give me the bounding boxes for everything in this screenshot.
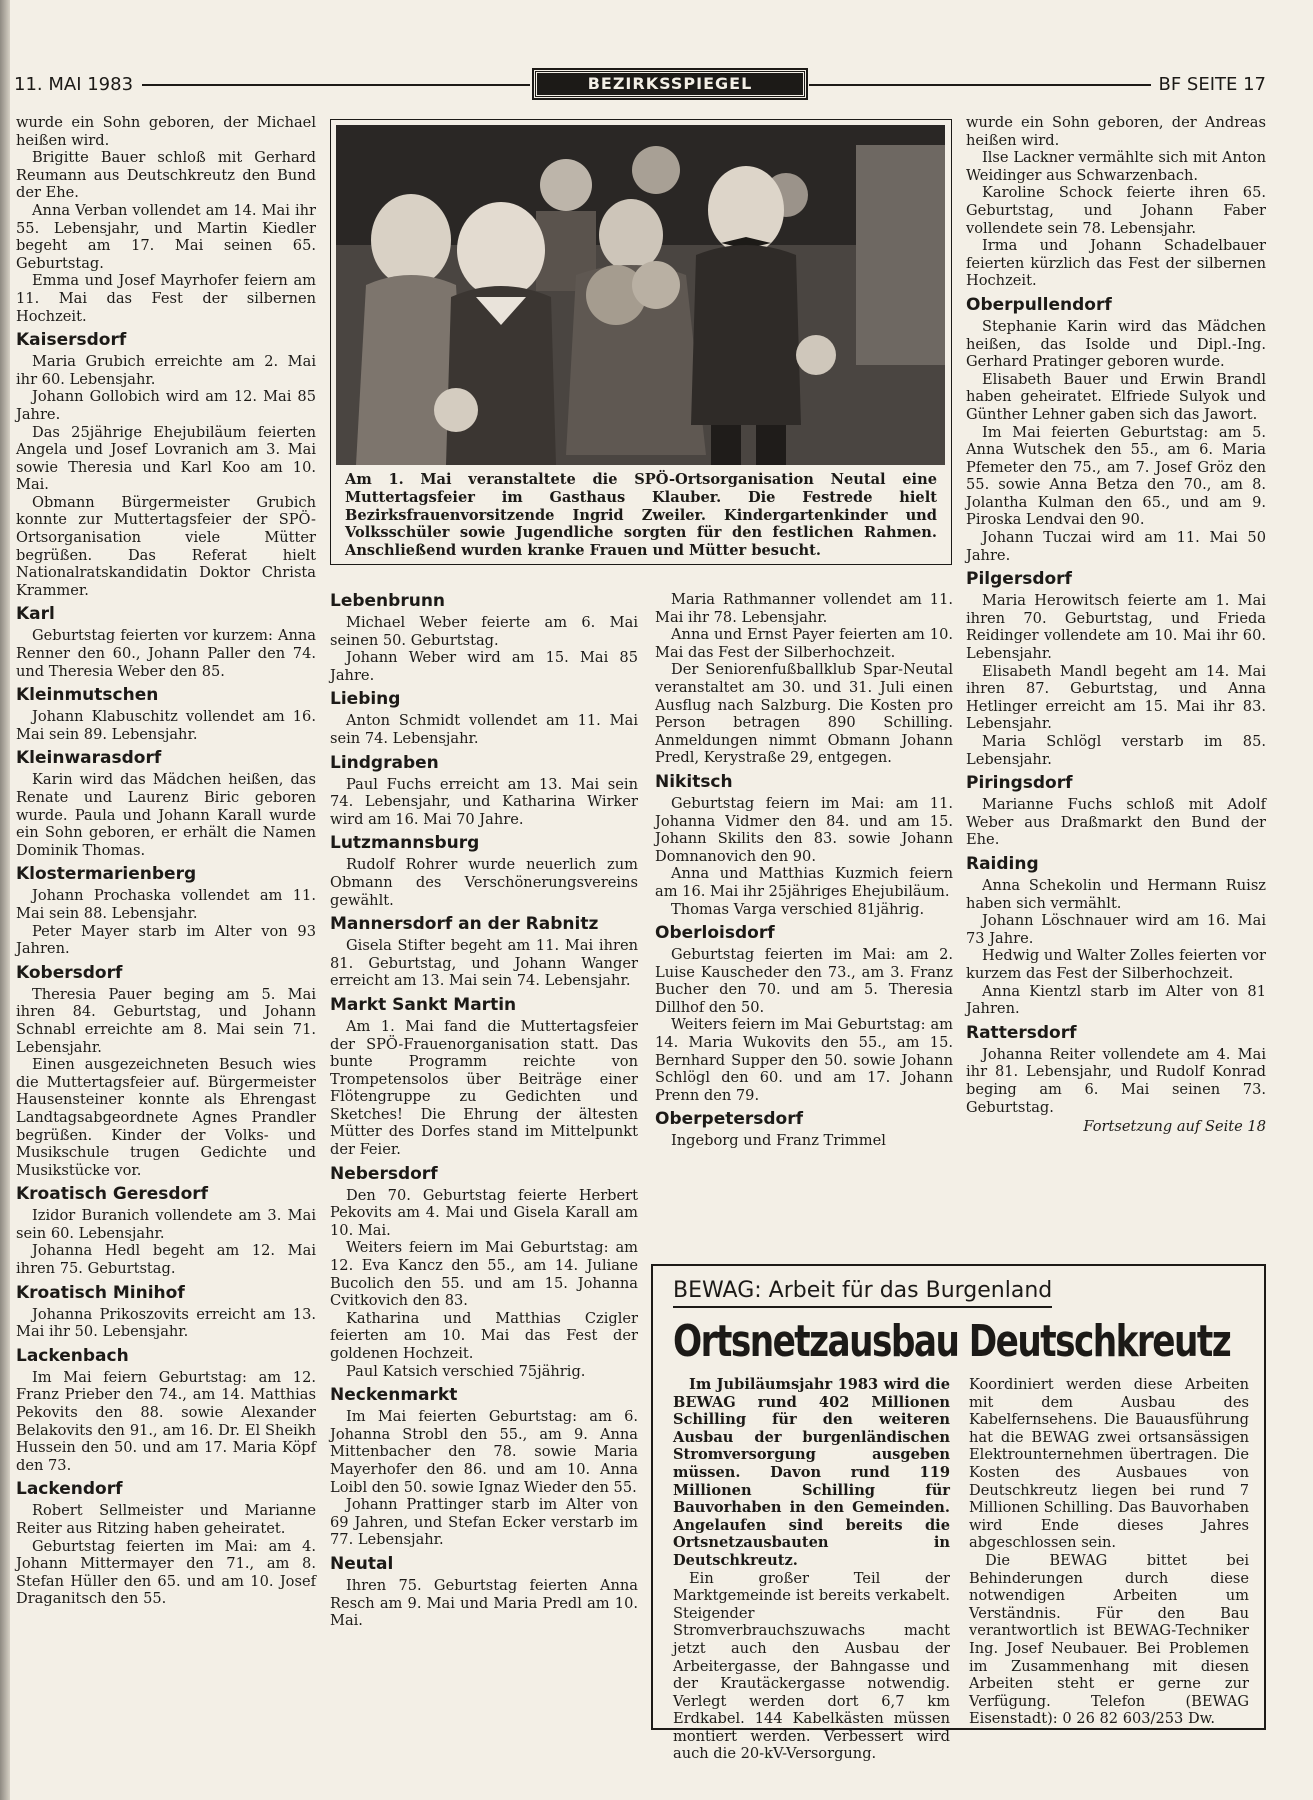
paragraph: Johann Löschnauer wird am 16. Mai 73 Jahre. (966, 912, 1266, 947)
page-number: BF SEITE 17 (1158, 74, 1266, 95)
paragraph: Ilse Lackner vermählte sich mit Anton Weidinger aus Schwarzenbach. (966, 149, 1266, 184)
paragraph: Obmann Bürgermeister Grubich konnte zur Muttertagsfeier der SPÖ-Ortsorganisation viele Mütter begrüßen. Das Referat hielt Nationalratskandidatin Doktor Christa Krammer. (16, 493, 316, 599)
town-heading-nikitsch: Nikitsch (655, 771, 733, 792)
issue-date: 11. MAI 1983 (14, 74, 134, 95)
paragraph: Geburtstag feierten im Mai: am 2. Luise Kauscheder den 73., am 3. Franz Bucher den 70. und am 5. Theresia Dillhof den 50. (655, 946, 953, 1016)
town-heading-oberpetersdorf: Oberpetersdorf (655, 1109, 804, 1130)
town-heading-oberpullendorf: Oberpullendorf (966, 294, 1112, 315)
paragraph: Den 70. Geburtstag feierte Herbert Pekovits am 4. Mai und Gisela Karall am 10. Mai. (330, 1186, 638, 1239)
paragraph: Marianne Fuchs schloß mit Adolf Weber aus Draßmarkt den Bund der Ehe. (966, 796, 1266, 849)
column-2 (330, 591, 638, 1630)
paragraph: Izidor Buranich vollendete am 3. Mai sein 60. Lebensjahr. (16, 1207, 316, 1242)
continued-note: Fortsetzung auf Seite 18 (1083, 1118, 1266, 1136)
paragraph: Elisabeth Bauer und Erwin Brandl haben geheiratet. Elfriede Sulyok und Günther Lehner gaben sich das Jawort. (966, 370, 1266, 423)
paragraph: Theresia Pauer beging am 5. Mai ihren 84. Geburtstag, und Johann Schnabl erreichte am 8. Mai sein 71. Lebensjahr. (16, 985, 316, 1056)
paragraph: Am 1. Mai fand die Muttertagsfeier der SPÖ-Frauenorganisation statt. Das bunte Programm reichte von Trompetensolos über Beiträge einer Flötengruppe zu Gedichten und Sketches! Die Ehrung der ältesten Mütter des Dorfes stand im Mittelpunkt der Feier. (330, 1017, 638, 1159)
paragraph: Ingeborg und Franz Trimmel (671, 1132, 886, 1150)
paragraph: Johann Prattinger starb im Alter von 69 Jahren, und Stefan Ecker verstarb im 77. Lebensjahr. (330, 1496, 638, 1549)
paragraph: Geburtstag feierten vor kurzem: Anna Renner den 60., Johann Paller den 74. und Theresia Weber den 85. (16, 627, 316, 680)
column-3 (655, 591, 953, 1150)
column-1 (16, 114, 316, 1608)
paragraph: Karin wird das Mädchen heißen, das Renate und Laurenz Biric geboren wurde. Paula und Johann Karall wurde ein Sohn geboren, er erhält die Namen Dominik Thomas. (16, 771, 316, 859)
paragraph: Gisela Stifter begeht am 11. Mai ihren 81. Geburtstag, und Johann Wanger erreicht am 13. Mai sein 74. Lebensjahr. (330, 937, 638, 990)
section-banner: BEZIRKSSPIEGEL (534, 70, 806, 98)
town-heading-markt-sankt-martin: Markt Sankt Martin (330, 994, 517, 1015)
paragraph: Hedwig und Walter Zolles feierten vor kurzem das Fest der Silberhochzeit. (966, 947, 1266, 982)
town-heading-rattersdorf: Rattersdorf (966, 1022, 1077, 1043)
paragraph: Geburtstag feiern im Mai: am 11. Johanna Vidmer den 84. und am 15. Johann Skilits den 83. sowie Johann Domnanovich den 90. (655, 794, 953, 865)
town-heading-kleinwarasdorf: Kleinwarasdorf (16, 748, 162, 769)
town-heading-liebing: Liebing (330, 689, 401, 710)
column-4 (966, 114, 1266, 1136)
town-heading-karl: Karl (16, 604, 55, 625)
paragraph: Maria Schlögl verstarb im 85. Lebensjahr. (966, 733, 1266, 768)
paragraph: Anna und Matthias Kuzmich feiern am 16. Mai ihr 25jähriges Ehejubiläum. (655, 865, 953, 900)
paragraph: Maria Grubich erreichte am 2. Mai ihr 60. Lebensjahr. (16, 353, 316, 388)
paragraph: wurde ein Sohn geboren, der Andreas heißen wird. (966, 114, 1266, 149)
town-heading-lutzmannsburg: Lutzmannsburg (330, 833, 480, 854)
paragraph: Ein großer Teil der Marktgemeinde ist bereits verkabelt. Steigender Stromverbrauchszuwachs macht jetzt auch den Ausbau der Arbeitergasse, der Bahngasse und der Krautäckergasse notwendig. Verlegt werden dort 6,7 km Erdkabel. 144 Kabelkästen müssen montiert werden. Verbessert wird auch die 20-kV-Versorgung. (673, 1569, 950, 1763)
paragraph: Johann Gollobich wird am 12. Mai 85 Jahre. (16, 388, 316, 423)
paragraph: Robert Sellmeister und Marianne Reiter aus Ritzing haben geheiratet. (16, 1502, 316, 1537)
paragraph: Elisabeth Mandl begeht am 14. Mai ihren 87. Geburtstag, und Anna Hetlinger erreicht am 15. Mai ihr 83. Lebensjahr. (966, 662, 1266, 733)
town-heading-klostermarienberg: Klostermarienberg (16, 864, 197, 885)
paragraph: Anna und Ernst Payer feierten am 10. Mai das Fest der Silberhochzeit. (655, 626, 953, 661)
paragraph: Johann Prochaska vollendet am 11. Mai sein 88. Lebensjahr. (16, 887, 316, 922)
town-heading-oberloisdorf: Oberloisdorf (655, 923, 775, 944)
paragraph: Rudolf Rohrer wurde neuerlich zum Obmann des Verschönerungsvereins gewählt. (330, 856, 638, 909)
header-rule-left (142, 84, 530, 86)
paragraph: Brigitte Bauer schloß mit Gerhard Reumann aus Deutschkreutz den Bund der Ehe. (16, 149, 316, 202)
paragraph: Emma und Josef Mayrhofer feiern am 11. Mai das Fest der silbernen Hochzeit. (16, 272, 316, 325)
page-spine-shadow (0, 0, 10, 1800)
paragraph: Johanna Hedl begeht am 12. Mai ihren 75. Geburtstag. (16, 1242, 316, 1278)
town-heading-pilgersdorf: Pilgersdorf (966, 569, 1072, 590)
paragraph: Maria Rathmanner vollendet am 11. Mai ihr 78. Lebensjahr. (655, 591, 953, 626)
paragraph: Im Mai feiern Geburtstag: am 12. Franz Prieber den 74., am 14. Matthias Pekovits den 88. sowie Alexander Belakovits den 91., am 16. Dr. El Sheikh Hussein den 50. und am 17. Maria Köpf den 73. (16, 1368, 316, 1474)
page-header (14, 70, 1266, 102)
photo-box (330, 119, 952, 565)
paragraph: Maria Herowitsch feierte am 1. Mai ihren 70. Geburtstag, und Frieda Reidinger vollendete am 10. Mai ihr 60. Lebensjahr. (966, 592, 1266, 663)
town-heading-raiding: Raiding (966, 853, 1039, 874)
paragraph: Geburtstag feierten im Mai: am 4. Johann Mittermayer den 71., am 8. Stefan Hüller den 65. und am 10. Josef Draganitsch den 55. (16, 1537, 316, 1608)
paragraph: Johann Weber wird am 15. Mai 85 Jahre. (330, 649, 638, 684)
paragraph: Johann Klabuschitz vollendet am 16. Mai sein 89. Lebensjahr. (16, 708, 316, 743)
paragraph: Michael Weber feierte am 6. Mai seinen 50. Geburtstag. (330, 614, 638, 649)
paragraph: Katharina und Matthias Czigler feierten am 10. Mai das Fest der goldenen Hochzeit. (330, 1309, 638, 1362)
town-heading-piringsdorf: Piringsdorf (966, 773, 1073, 794)
paragraph: Paul Katsich verschied 75jährig. (346, 1362, 586, 1380)
town-heading-kobersdorf: Kobersdorf (16, 962, 123, 983)
town-heading-nebersdorf: Nebersdorf (330, 1163, 438, 1184)
paragraph: Der Seniorenfußballklub Spar-Neutal veranstaltet am 30. und 31. Juli einen Ausflug nach Salzburg. Die Kosten pro Person betragen 890 Schilling. Anmeldungen nimmt Obmann Johann Predl, Kerystraße 29, entgegen. (655, 661, 953, 767)
town-heading-lackendorf: Lackendorf (16, 1479, 123, 1500)
paragraph: Koordiniert werden diese Arbeiten mit dem Ausbau des Kabelfernsehens. Die Bauausführung hat die BEWAG zwei ortsansässigen Elektrounternehmen übertragen. Die Kosten des Ausbaues von Deutschkreutz liegen bei rund 7 Millionen Schilling. Das Bauvorhaben wird Ende dieses Jahres abgeschlossen sein. (969, 1376, 1249, 1552)
bewag-column-2 (969, 1376, 1249, 1728)
paragraph: Ihren 75. Geburtstag feierten Anna Resch am 9. Mai und Maria Predl am 10. Mai. (330, 1576, 638, 1630)
paragraph: Johanna Reiter vollendete am 4. Mai ihr 81. Lebensjahr, und Rudolf Konrad beging am 6. Mai seinen 73. Geburtstag. (966, 1045, 1266, 1116)
paragraph: Anton Schmidt vollendet am 11. Mai sein 74. Lebensjahr. (330, 712, 638, 747)
town-heading-neutal: Neutal (330, 1553, 394, 1574)
photo-illustration (336, 125, 945, 465)
paragraph: Peter Mayer starb im Alter von 93 Jahren. (16, 922, 316, 958)
paragraph: Im Mai feierten Geburtstag: am 6. Johanna Strobl den 55., am 9. Anna Mittenbacher den 78. sowie Maria Mayerhofer den 86. und am 10. Anna Loibl den 50. sowie Ignaz Wieder den 55. (330, 1408, 638, 1496)
town-heading-neckenmarkt: Neckenmarkt (330, 1385, 458, 1406)
paragraph: Die BEWAG bittet bei Behinderungen durch diese notwendigen Arbeiten um Verständnis. Für den Bau verantwortlich ist BEWAG-Techniker Ing. Josef Neubauer. Bei Problemen im Zusammenhang mit diesen Arbeiten steht er gerne zur Verfügung. Telefon (BEWAG Eisenstadt): 0 26 82 603/253 Dw. (969, 1551, 1249, 1728)
photo-caption: Am 1. Mai veranstaltete die SPÖ-Ortsorganisation Neutal eine Muttertagsfeier im Gasthaus Klauber. Die Festrede hielt Bezirksfrauenvorsitzende Ingrid Zweiler. Kindergartenkinder und Volksschüler sowie Jugendliche sorgten für den festlichen Rahmen. Anschließend wurden kranke Frauen und Mütter besucht. (345, 471, 937, 560)
bewag-advert-box (651, 1264, 1266, 1763)
bewag-headline: Ortsnetzausbau Deutschkreutz (673, 1316, 1231, 1367)
header-rule-right (809, 84, 1151, 86)
paragraph: Anna Kientzl starb im Alter von 81 Jahren. (966, 982, 1266, 1018)
town-heading-mannersdorf: Mannersdorf an der Rabnitz (330, 914, 599, 935)
town-heading-kroatisch-geresdorf: Kroatisch Geresdorf (16, 1184, 209, 1205)
paragraph: Weiters feiern im Mai Geburtstag: am 14. Maria Wukovits den 55., am 15. Bernhard Supper den 50. sowie Johann Schlögl den 60. und am 17. Johann Prenn den 79. (655, 1016, 953, 1104)
town-heading-lackenbach: Lackenbach (16, 1345, 129, 1366)
paragraph: Das 25jährige Ehejubiläum feierten Angela und Josef Lovranich am 3. Mai sowie Theresia und Karl Koo am 10. Mai. (16, 423, 316, 494)
paragraph: wurde ein Sohn geboren, der Michael heißen wird. (16, 114, 316, 149)
town-heading-kroatisch-minihof: Kroatisch Minihof (16, 1282, 185, 1303)
town-heading-lebenbrunn: Lebenbrunn (330, 591, 446, 611)
children-photo (336, 125, 945, 465)
paragraph: Anna Verban vollendet am 14. Mai ihr 55. Lebensjahr, und Martin Kiedler begeht am 17. Mai seinen 65. Geburtstag. (16, 201, 316, 272)
bewag-kicker: BEWAG: Arbeit für das Burgenland (673, 1278, 1052, 1308)
paragraph: Johanna Prikoszovits erreicht am 13. Mai ihr 50. Lebensjahr. (16, 1305, 316, 1341)
bewag-column-1 (673, 1376, 950, 1763)
paragraph: Irma und Johann Schadelbauer feierten kürzlich das Fest der silbernen Hochzeit. (966, 237, 1266, 290)
paragraph: Stephanie Karin wird das Mädchen heißen, das Isolde und Dipl.-Ing. Gerhard Pratinger geboren wurde. (966, 317, 1266, 371)
paragraph: Anna Schekolin und Hermann Ruisz haben sich vermählt. (966, 876, 1266, 912)
paragraph: Karoline Schock feierte ihren 65. Geburtstag, und Johann Faber vollendete sein 78. Lebensjahr. (966, 184, 1266, 237)
town-heading-kleinmutschen: Kleinmutschen (16, 685, 159, 706)
paragraph: Johann Tuczai wird am 11. Mai 50 Jahre. (966, 529, 1266, 564)
paragraph: Paul Fuchs erreicht am 13. Mai sein 74. Lebensjahr, und Katharina Wirker wird am 16. Mai 70 Jahre. (330, 775, 638, 828)
paragraph: Weiters feiern im Mai Geburtstag: am 12. Eva Kancz den 55., am 14. Juliane Bucolich den 55. und am 15. Johanna Cvitkovich den 83. (330, 1239, 638, 1310)
paragraph: Im Mai feierten Geburtstag: am 5. Anna Wutschek den 55., am 6. Maria Pfemeter den 75., am 7. Josef Gröz den 55. sowie Anna Betza den 70., am 8. Jolantha Kulman den 65., und am 9. Piroska Lendvai den 90. (966, 423, 1266, 529)
town-heading-lindgraben: Lindgraben (330, 752, 439, 773)
paragraph: Thomas Varga verschied 81jährig. (671, 900, 925, 918)
paragraph: Einen ausgezeichneten Besuch wies die Muttertagsfeier auf. Bürgermeister Hausensteiner konnte als Ehrengast Landtagsabgeordnete Agnes Prandler begrüßen. Kinder der Volks- und Musikschule trugen Gedichte und Musikstücke vor. (16, 1056, 316, 1179)
town-heading-kaisersdorf: Kaisersdorf (16, 330, 127, 351)
bewag-lead: Im Jubiläumsjahr 1983 wird die BEWAG rund 402 Millionen Schilling für den weiteren Ausbau der burgenländischen Stromversorgung ausgeben müssen. Davon rund 119 Millionen Schilling für Bauvorhaben in den Gemeinden. Angelaufen sind bereits die Ortsnetzausbauten in Deutschkreutz. (673, 1376, 950, 1569)
